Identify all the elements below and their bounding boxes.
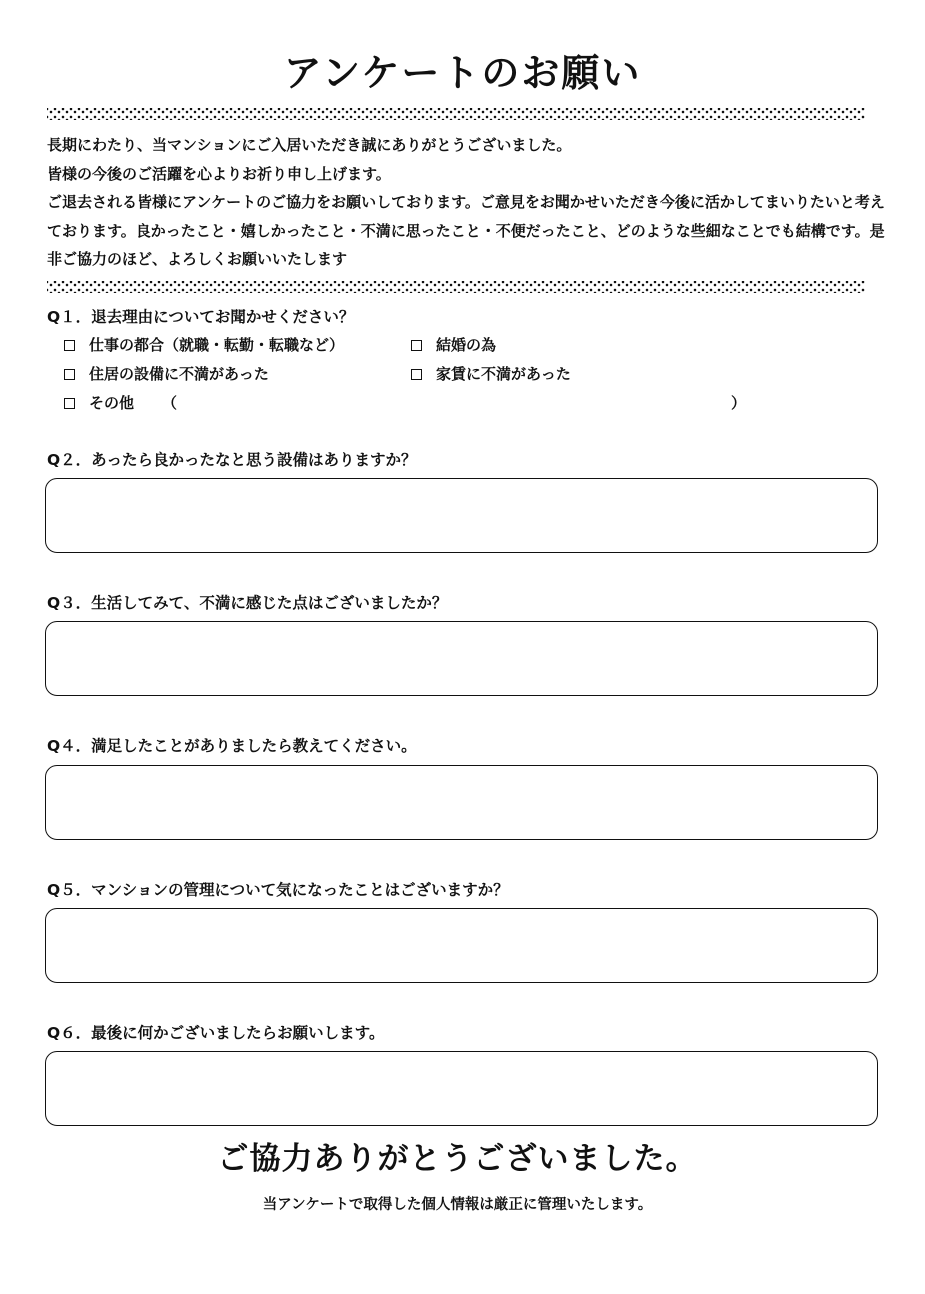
thanks-message: ご協力ありがとうございました。 <box>217 1141 698 1177</box>
checkbox[interactable] <box>64 398 75 409</box>
checkbox[interactable] <box>411 369 422 380</box>
q6-label: Q６．最後に何かございましたらお願いします。 <box>47 1024 385 1042</box>
q1-option-label: その他 <box>89 394 135 412</box>
q1-option-label: 結婚の為 <box>436 336 497 354</box>
q4-label: Q４．満足したことがありましたら教えてください。 <box>47 737 417 755</box>
q1-label: Q１．退去理由についてお聞かせください？ <box>47 308 355 326</box>
q6-answer-box[interactable] <box>45 1051 878 1126</box>
intro-line-1: 長期にわたり、当マンションにご入居いただき誠にありがとうございました。 <box>47 136 572 154</box>
q1-option-label: 仕事の都合（就職・転勤・転職など） <box>89 336 345 354</box>
q1-option-label: 住居の設備に不満があった <box>89 365 269 383</box>
q1-other-close-paren: ） <box>731 394 747 412</box>
q1-other-open-paren: （ <box>162 394 178 412</box>
q1-option-work[interactable] <box>64 334 344 356</box>
dotted-divider-bottom <box>47 281 865 293</box>
q5-answer-box[interactable] <box>45 908 878 983</box>
q3-label: Q３．生活してみて、不満に感じた点はございましたか？ <box>47 594 448 612</box>
q1-other-field[interactable] <box>180 392 728 414</box>
intro-line-3: ご退去される皆様にアンケートのご協力をお願いしております。ご意見をお聞かせいただき今後に活かしてまいりたいと考えております。良かったこと・嬉しかったこと・不満に思ったこと・不便だったこと、どのような些細なことでも結構です。是非ご協力のほど、よろしくお願いいたします <box>47 193 885 269</box>
privacy-note: 当アンケートで取得した個人情報は厳正に管理いたします。 <box>262 1197 653 1213</box>
q2-label: Q２．あったら良かったなと思う設備はありますか？ <box>47 451 417 469</box>
q1-option-rent[interactable] <box>411 363 571 385</box>
q1-option-facilities[interactable] <box>64 363 269 385</box>
q4-answer-box[interactable] <box>45 765 878 840</box>
checkbox[interactable] <box>411 340 422 351</box>
intro-line-2: 皆様の今後のご活躍を心よりお祈り申し上げます。 <box>47 164 391 183</box>
checkbox[interactable] <box>64 340 75 351</box>
checkbox[interactable] <box>64 369 75 380</box>
page-title: アンケートのお願い <box>283 51 642 95</box>
q1-option-other[interactable] <box>64 392 134 414</box>
q1-option-label: 家賃に不満があった <box>436 365 571 383</box>
q1-option-marriage[interactable] <box>411 334 496 356</box>
q2-answer-box[interactable] <box>45 478 878 553</box>
q3-answer-box[interactable] <box>45 621 878 696</box>
dotted-divider-top <box>47 108 865 120</box>
q5-label: Q５．マンションの管理について気になったことはございますか？ <box>47 881 509 899</box>
intro-text <box>47 131 887 274</box>
